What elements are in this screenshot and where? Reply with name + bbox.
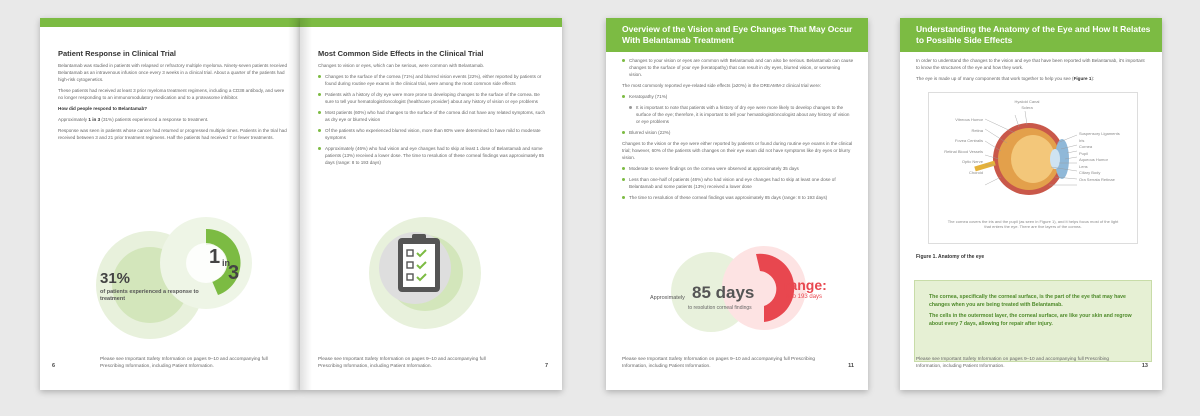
body-text — [916, 57, 1148, 86]
response-infographic — [40, 193, 300, 343]
label: Suspensory Ligaments — [1079, 131, 1120, 136]
page-footer: Please see Important Safety Information on pages 9–10 and accompanying full Prescribing Information, including Patient Information. — [622, 357, 816, 369]
range-value: 8 to 193 days — [786, 294, 823, 300]
label: Sclera — [1021, 105, 1033, 110]
stat-label: of patients experienced a response to treatment — [100, 289, 199, 302]
paragraph: The most commonly reported eye-related side effects (≥20%) in the DREAMM-2 clinical trial were: — [622, 83, 822, 88]
callout-box — [914, 280, 1152, 362]
body-text — [622, 57, 854, 205]
list-item: Moderate to severe findings on the cornea were observed at approximately 35 days — [622, 165, 854, 172]
page-7 — [300, 18, 562, 390]
ratio-three: 3 — [228, 262, 240, 284]
list-item: Changes to the surface of the cornea (71%) and blurred vision events (22%), either reported by patients or found during routine eye exams in the clinical trial, were among the most common side effects — [318, 73, 548, 87]
figure-label: Figure 1. Anatomy of the eye — [916, 254, 985, 260]
paragraph: Response was seen in patients whose cancer had returned or progressed multiple times. Patients in the trial had received between 3 and 21 prior treatment regimens. Half the patients had received 7 or fewer treatments. — [58, 128, 287, 140]
page-number: 6 — [52, 363, 56, 369]
label: Ciliary Body — [1079, 170, 1101, 175]
book-spine-shadow — [288, 18, 312, 390]
stat-value: 85 days — [692, 283, 755, 302]
question-heading: How did people respond to Belantamab? — [58, 106, 148, 111]
list-item: Approximately (46%) who had vision and eye changes had to skip at least 1 dose of Belantamab and some patients (13%) received a lower dose. The time to resolution of these corneal findings was approximately 85 days (range: 8 to 193 days) — [318, 145, 548, 166]
label: Vitreous Humor — [955, 117, 983, 122]
paragraph: Changes to the vision or the eye were either reported by patients or found during routine eye exams in the clinical trial; however, 60% of the patients with changes on their eye exam did not have symptoms like dry eyes or blurry vision. — [622, 141, 853, 160]
label: Cornea — [1079, 144, 1093, 149]
stat-percent: 31% — [100, 270, 131, 287]
list-item: Less than one-half of patients (46%) who had vision and eye changes had to skip at least one dose of Belantamab and some patients (13%) received a lower dose — [622, 176, 854, 190]
list-item: Blurred vision (22%) — [622, 129, 854, 136]
callout-paragraph: The cells in the outermost layer, the corneal surface, are like your skin and regrow about every 7 days, allowing for repair after injury. — [929, 313, 1132, 327]
top-labels — [1007, 99, 1047, 111]
paragraph: Belantamab was studied in patients with relapsed or refractory multiple myeloma. Ninety-seven patients received Belantamab as an intravenous infusion once every 3 weeks in a clinical trial. About a quarter of the patients had high-risk cytogenetics. — [58, 63, 288, 82]
label: Ora Serrata Retinae — [1079, 176, 1115, 182]
eye-figure — [928, 92, 1138, 244]
page-footer: Please see Important Safety Information on pages 9–10 and accompanying full Prescribing Information, including Patient Information. — [916, 357, 1110, 369]
header-bar — [900, 18, 1162, 52]
label: Iris — [1079, 137, 1085, 143]
stat-suffix: to resolution corneal findings — [688, 305, 752, 311]
page-13 — [900, 18, 1162, 390]
list-item: Keratopathy (71%) — [622, 93, 854, 100]
clipboard-infographic — [300, 208, 562, 348]
label: Optic Nerve — [961, 159, 983, 164]
left-labels — [931, 115, 983, 178]
page-number: 13 — [1141, 363, 1148, 369]
callout-text — [929, 294, 1139, 332]
label: Choroid — [968, 169, 983, 175]
sub-list-item: It is important to note that patients with a history of dry eye were more likely to develop changes to the surface of the eye; therefore, it is important to tell your hematologist/oncologist about any history of vision or eye problems — [622, 104, 854, 125]
page-number: 7 — [544, 363, 548, 369]
page-number: 11 — [848, 363, 854, 369]
label: Fovea Centralis — [954, 138, 983, 143]
header-bar — [606, 18, 868, 52]
paragraph: In order to understand the changes to the vision and eye that have been reported with Belantamab, it's important to know the structures of the eye and how they work. — [916, 58, 1145, 70]
header-bar — [300, 18, 562, 27]
list-item: Of the patients who experienced blurred vision, more than 80% were determined to have mild to moderate symptoms — [318, 127, 548, 141]
ratio-in: in — [222, 258, 230, 268]
side-effects-list — [318, 73, 548, 166]
range-label: range: — [784, 277, 827, 293]
body-text — [318, 62, 548, 170]
list-item: The time to resolution of these corneal findings was approximately 85 days (range: 8 to 193 days) — [622, 194, 854, 201]
label: Hyaloid Canal — [1014, 99, 1040, 104]
page-heading: Most Common Side Effects in the Clinical Trial — [318, 49, 484, 58]
list-item: Patients with a history of dry eye were more prone to developing changes to the surface of the cornea. Be sure to tell your hematologist/oncologist (healthcare provider) about any history of vision or eye problems — [318, 91, 548, 105]
figure-caption: The cornea covers the iris and the pupil (as seen in Figure 1), and it helps focus most of the light that enters the eye. There are five layers of the cornea. — [947, 219, 1119, 229]
label: Pupil — [1079, 150, 1088, 156]
paragraph: Changes to vision or eyes, which can be serious, were common with Belantamab. — [318, 63, 485, 68]
label: Retinal Blood Vessels — [944, 148, 983, 154]
ratio-one: 1 — [209, 246, 221, 268]
stat-prefix: Approximately — [650, 295, 685, 301]
paragraph: These patients had received at least 3 prior myeloma treatment regimens, including a CD38 antibody, and were no longer responding to an immunomodulatory medication and to a proteasome inhibitor. — [58, 88, 285, 100]
body-text — [58, 62, 290, 145]
list-item: Changes to your vision or eyes are common with Belantamab and can also be serious. Belantamab can cause changes to the surface of your eye (keratopathy) that can result in dry eyes, blurred vision, or worsening vision. — [622, 57, 854, 78]
page-footer: Please see Important Safety Information on pages 9–10 and accompanying full Prescribing Information, including Patient Information. — [100, 357, 268, 369]
page-heading: Patient Response in Clinical Trial — [58, 49, 176, 58]
header-bar — [40, 18, 300, 27]
label: Aqueous Humor — [1079, 157, 1108, 162]
list-item: Most patients (60%) who had changes to the surface of the cornea did not have any related symptoms, such as dry eye or blurred vision — [318, 109, 548, 123]
page-6 — [40, 18, 300, 390]
label: Lens — [1079, 163, 1088, 169]
paragraph: The eye is made up of many components that work together to help you see (Figure 1): — [916, 76, 1095, 81]
right-labels — [1079, 131, 1135, 183]
callout-paragraph: The cornea, specifically the corneal surface, is the part of the eye that may have changes when you are being treated with Belantamab. — [929, 294, 1126, 308]
page-title: Understanding the Anatomy of the Eye and How It Relates to Possible Side Effects — [916, 24, 1151, 45]
paragraph: Approximately 1 in 3 (31%) patients experienced a response to treatment. — [58, 117, 209, 122]
page-11 — [606, 18, 868, 390]
page-footer: Please see Important Safety Information on pages 9–10 and accompanying full Prescribing Information, including Patient Information. — [318, 357, 486, 369]
label: Retina — [971, 127, 983, 133]
page-title: Overview of the Vision and Eye Changes That May Occur With Belantamab Treatment — [622, 24, 853, 45]
